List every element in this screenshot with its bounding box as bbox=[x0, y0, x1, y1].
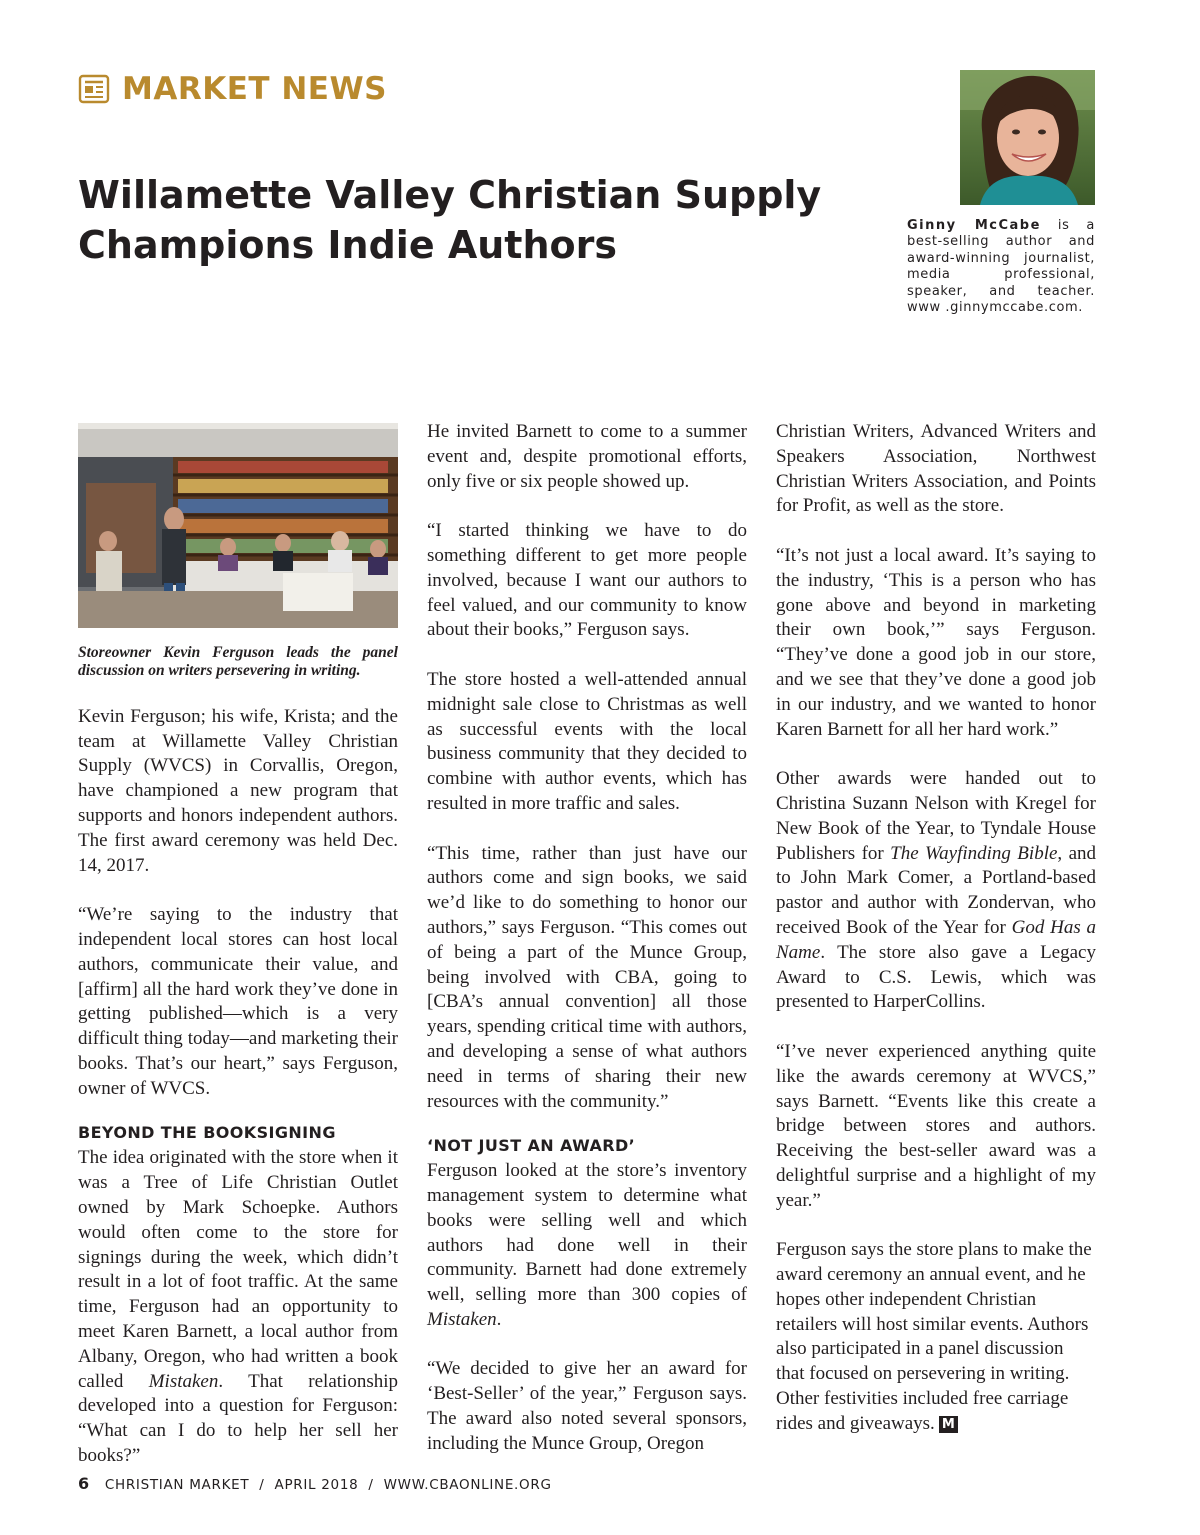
section-header bbox=[78, 70, 387, 108]
paragraph: Other awards were handed out to Christina Suzann Nelson with Kregel for New Book of the Year, to Tyndale House Publishers for The Wayfinding Bible, and to John Mark Comer, a Portland-based pastor and author with Zondervan, who received Book of the Year for God Has a Name. The store also gave a Legacy Award to C.S. Lewis, which was presented to HarperCollins. bbox=[776, 768, 1096, 1013]
page-number: 6 bbox=[78, 1474, 90, 1493]
article-column-3 bbox=[776, 420, 1096, 1437]
paragraph: The idea originated with the store when it was a Tree of Life Christian Outlet owned by Mark Schoepke. Authors would often come to the store for signings during the week, which didn’t result in a lot of foot traffic. At the same time, Ferguson had an opportunity to meet Karen Barnett, a local author from Albany, Oregon, who had written a book called Mistaken. That relationship developed into a question for Ferguson: “What can I do to help her sell her books?” bbox=[78, 1147, 399, 1466]
book-title: The Wayfinding Bible bbox=[890, 842, 1058, 864]
paragraph: The store hosted a well-attended annual midnight sale close to Christmas as well as successful events with the local business community that they decided to combine with author events, which has resulted in more traffic and sales. bbox=[427, 668, 747, 814]
section-label: MARKET NEWS bbox=[122, 71, 387, 107]
article-column-2 bbox=[427, 420, 747, 1457]
book-title: Mistaken bbox=[148, 1370, 219, 1392]
bookstore-panel-photo bbox=[78, 423, 398, 628]
paragraph: “This time, rather than just have our authors come and sign books, we said we’d like to do something to honor our authors,” says Ferguson. “This comes out of being a part of the Munce Group, being involved with CBA, going to [CBA’s annual convention] all those years, spending critical time with authors, and developing a sense of what authors need in terms of sharing their new resources with the community.” bbox=[427, 842, 747, 1112]
footer-text: CHRISTIAN MARKET / APRIL 2018 / WWW.CBAONLINE.ORG bbox=[104, 1477, 552, 1493]
end-mark-icon: M bbox=[939, 1416, 958, 1433]
photo-caption: Storeowner Kevin Ferguson leads the panel discussion on writers persevering in writing. bbox=[78, 644, 398, 679]
paragraph: Christian Writers, Advanced Writers and Speakers Association, Northwest Christian Writers Association, and Points for Profit, as well as the store. bbox=[776, 421, 1096, 517]
paragraph: Kevin Ferguson; his wife, Krista; and the team at Willamette Valley Christian Supply (WVCS) in Corvallis, Oregon, have championed a new program that supports and honors independent authors. The first award ceremony was held Dec. 14, 2017. bbox=[78, 705, 398, 876]
author-name: Ginny McCabe bbox=[907, 218, 1041, 233]
book-title: Mistaken bbox=[427, 1308, 497, 1330]
paragraph: Ferguson looked at the store’s inventory management system to determine what books were selling well and which authors had done well in their community. Barnett had done extremely well, selling more than 300 copies of Mistaken. bbox=[427, 1160, 747, 1330]
subhead-not-just-an-award: ‘NOT JUST AN AWARD’ bbox=[427, 1136, 636, 1156]
paragraph: He invited Barnett to come to a summer event and, despite promotional efforts, only five or six people showed up. bbox=[427, 421, 747, 492]
subhead-beyond-the-booksigning: BEYOND THE BOOKSIGNING bbox=[78, 1123, 336, 1143]
paragraph: “We’re saying to the industry that independent local stores can host local authors, communicate their value, and [affirm] all the hard work they’ve done in getting published—which is a very difficult thing today—and marketing their books. That’s our heart,” says Ferguson, owner of WVCS. bbox=[78, 904, 398, 1099]
author-bio bbox=[907, 218, 1095, 316]
book-title: God Has a Name bbox=[776, 916, 1096, 963]
page-footer bbox=[78, 1474, 552, 1493]
paragraph: “We decided to give her an award for ‘Best-Seller’ of the year,” Ferguson says. The award also noted several sponsors, including the Munce Group, Oregon bbox=[427, 1358, 747, 1454]
author-bio-text: is a best-selling author and award-winning journalist, media professional, speaker, and teacher. www .ginnymccabe.com. bbox=[907, 218, 1095, 316]
newspaper-icon bbox=[78, 72, 112, 106]
author-photo bbox=[960, 70, 1095, 205]
paragraph: “I started thinking we have to do something different to get more people involved, because I want our authors to feel valued, and our community to know about their books,” Ferguson says. bbox=[427, 520, 747, 641]
article-column-1 bbox=[78, 420, 398, 1469]
paragraph: “It’s not just a local award. It’s saying to the industry, ‘This is a person who has gone above and beyond in marketing their own book,’” says Ferguson. “They’ve done a good job in our store, and we see that they’ve done a good job in our industry, and we wanted to honor Karen Barnett for all her hard work.” bbox=[776, 544, 1096, 740]
article-headline: Willamette Valley Christian Supply Champions Indie Authors bbox=[78, 173, 822, 267]
paragraph: Ferguson says the store plans to make the award ceremony an annual event, and he hopes other independent Christian retailers will host similar events. Authors also participated in a panel discussion that focused on persevering in writing. Other festivities included free carriage rides and giveaways. M bbox=[776, 1239, 1092, 1434]
paragraph: “I’ve never experienced anything quite like the awards ceremony at WVCS,” says Barnett. “Events like this create a bridge between stores and authors. Receiving the best-seller award was a delightful surprise and a highlight of my year.” bbox=[776, 1040, 1096, 1211]
